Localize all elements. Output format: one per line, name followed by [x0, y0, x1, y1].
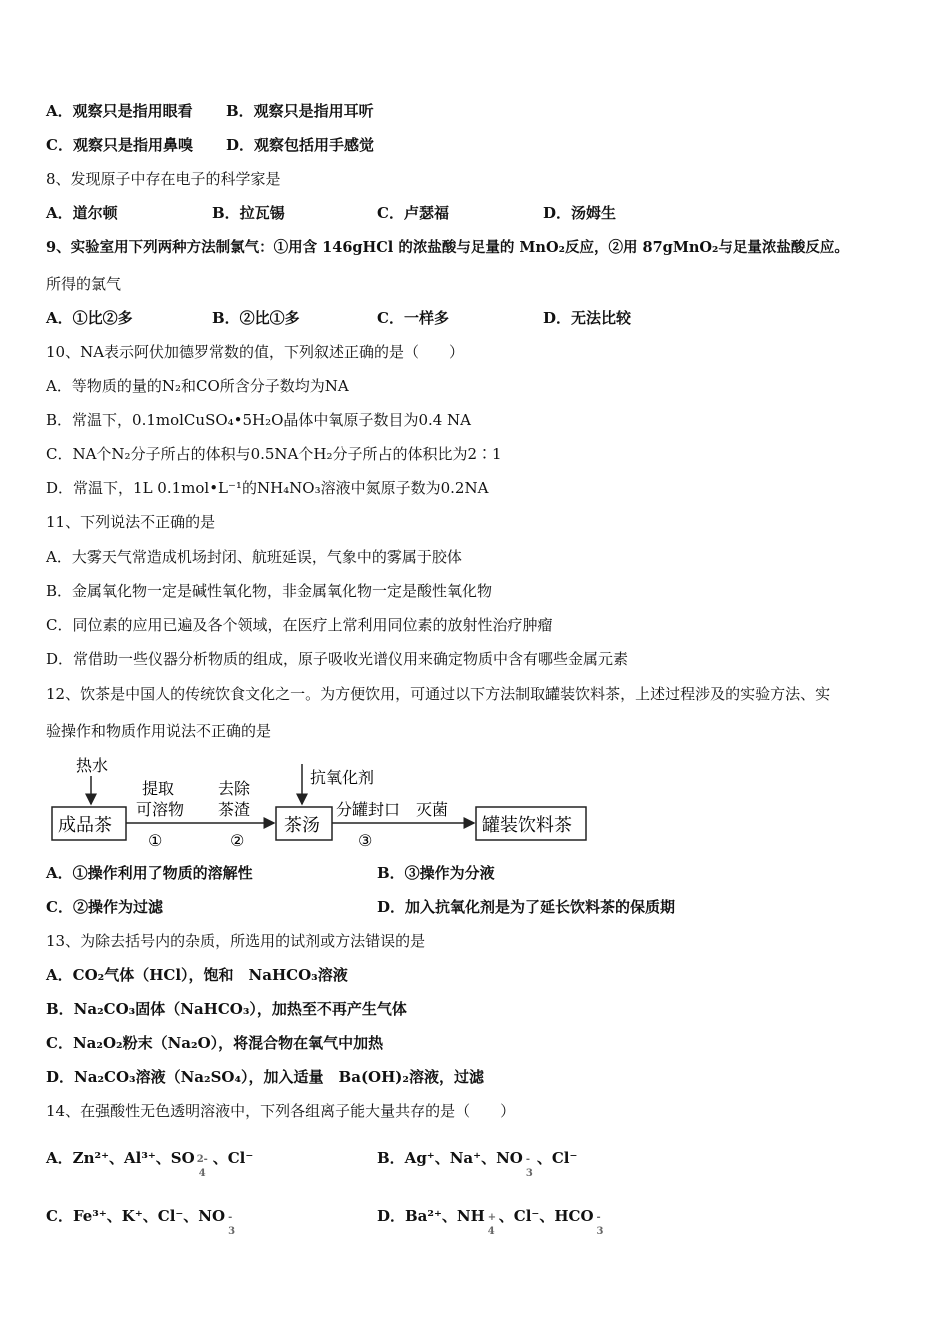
flow-hot-water-label: 热水 — [76, 756, 109, 775]
q8-option-c: C．卢瑟福 — [377, 204, 449, 222]
q7-option-a: A．观察只是指用眼看 — [46, 102, 193, 120]
q14-a-sub: 4 — [198, 1168, 206, 1179]
q14-option-b — [377, 1147, 578, 1179]
flow-box-finished-tea-label: 成品茶 — [58, 815, 112, 836]
q14-a-charge: 2- — [196, 1154, 208, 1165]
q7-option-c: C．观察只是指用鼻嗅 — [46, 136, 193, 154]
q14-d-charge2: - — [596, 1212, 601, 1223]
q8-option-b: B．拉瓦锡 — [212, 204, 285, 222]
q12-stem-line1: 12、饮茶是中国人的传统饮食文化之一。为方便饮用，可通过以下方法制取罐装饮料茶，上述过程涉及的实验方法、实 — [46, 685, 831, 703]
q14-option-a — [46, 1147, 254, 1179]
flow-box-canned-tea-label: 罐装饮料茶 — [482, 815, 572, 836]
q14-option-a-head: A．Zn²⁺、Al³⁺、SO — [46, 1149, 195, 1167]
q11-option-c: C．同位素的应用已遍及各个领域，在医疗上常利用同位素的放射性治疗肿瘤 — [46, 616, 553, 634]
q14-b-charge: - — [525, 1154, 531, 1165]
q11-option-a: A．大雾天气常造成机场封闭、航班延误，气象中的雾属于胶体 — [46, 548, 462, 566]
q14-c-sub: 3 — [228, 1226, 236, 1237]
flow-step2-number: ② — [230, 831, 245, 850]
q14-option-c-head: C．Fe³⁺、K⁺、Cl⁻、NO — [46, 1207, 226, 1225]
q10-option-d: D．常温下，1L 0.1mol•L⁻¹的NH₄NO₃溶液中氮原子数为0.2NA — [46, 479, 489, 497]
q8-option-a: A．道尔顿 — [46, 204, 118, 222]
q14-stem: 14、在强酸性无色透明溶液中，下列各组离子能大量共存的是（ ） — [46, 1102, 516, 1120]
q12-option-d: D．加入抗氧化剂是为了延长饮料茶的保质期 — [377, 898, 676, 916]
q10-option-c: C．NA个N₂分子所占的体积与0.5NA个H₂分子所占的体积比为2∶1 — [46, 445, 502, 463]
tea-process-flowchart — [46, 752, 606, 852]
q13-option-c: C．Na₂O₂粉末（Na₂O），将混合物在氧气中加热 — [46, 1034, 384, 1052]
q14-option-b-head: B．Ag⁺、Na⁺、NO — [377, 1149, 523, 1167]
q14-d-sub1: 4 — [487, 1226, 495, 1237]
flow-antioxidant-label: 抗氧化剂 — [310, 768, 375, 787]
flow-step2-label-top: 去除 — [218, 779, 251, 798]
q9-option-c: C．一样多 — [377, 309, 449, 327]
flow-step1-number: ① — [148, 831, 163, 850]
q10-option-a: A．等物质的量的N₂和CO所含分子数均为NA — [46, 377, 349, 395]
q10-option-b: B．常温下，0.1molCuSO₄•5H₂O晶体中氧原子数目为0.4 NA — [46, 411, 472, 429]
flow-sterilize-label: 灭菌 — [416, 800, 449, 819]
flow-step1-label-top: 提取 — [142, 779, 175, 798]
q11-option-d: D．常借助一些仪器分析物质的组成，原子吸收光谱仪用来确定物质中含有哪些金属元素 — [46, 650, 629, 668]
q14-d-charge1: + — [487, 1212, 497, 1223]
q12-option-a: A．①操作利用了物质的溶解性 — [46, 864, 253, 882]
q7-option-d: D．观察包括用手感觉 — [226, 136, 375, 154]
q14-option-a-tail: 、Cl⁻ — [212, 1149, 254, 1167]
q14-option-d — [377, 1205, 608, 1237]
q11-option-b: B．金属氧化物一定是碱性氧化物，非金属氧化物一定是酸性氧化物 — [46, 582, 493, 600]
q14-option-b-tail: 、Cl⁻ — [536, 1149, 578, 1167]
q12-option-b: B．③操作为分液 — [377, 864, 495, 882]
q12-stem-line2: 验操作和物质作用说法不正确的是 — [46, 722, 272, 740]
q7-option-b: B．观察只是指用耳听 — [226, 102, 374, 120]
flow-step3-number: ③ — [358, 831, 373, 850]
q14-d-sub2: 3 — [596, 1226, 604, 1237]
q13-option-d: D．Na₂CO₃溶液（Na₂SO₄），加入适量 Ba(OH)₂溶液，过滤 — [46, 1068, 484, 1086]
flow-box-tea-soup-label: 茶汤 — [284, 815, 320, 836]
q10-stem: 10、NA表示阿伏加德罗常数的值，下列叙述正确的是（ ） — [46, 343, 465, 361]
q9-stem-line1: 9、实验室用下列两种方法制氯气：①用含 146gHCl 的浓盐酸与足量的 MnO₂反应，②用 87gMnO₂与足量浓盐酸反应。 — [46, 239, 849, 256]
q8-stem: 8、发现原子中存在电子的科学家是 — [46, 170, 281, 188]
q11-stem: 11、下列说法不正确的是 — [46, 513, 216, 531]
flow-step1-label-bottom: 可溶物 — [136, 800, 185, 819]
flow-step2-label-bottom: 茶渣 — [218, 800, 251, 819]
q9-option-a: A．①比②多 — [46, 309, 133, 327]
q9-option-d: D．无法比较 — [543, 309, 632, 327]
q14-option-c — [46, 1205, 239, 1237]
q9-stem-line2: 所得的氯气 — [46, 275, 122, 293]
q9-option-b: B．②比①多 — [212, 309, 300, 327]
q13-option-a: A．CO₂气体（HCl），饱和 NaHCO₃溶液 — [46, 966, 348, 984]
q13-option-b: B．Na₂CO₃固体（NaHCO₃），加热至不再产生气体 — [46, 1000, 407, 1018]
q14-b-sub: 3 — [525, 1168, 533, 1179]
q12-option-c: C．②操作为过滤 — [46, 898, 163, 916]
q8-option-d: D．汤姆生 — [543, 204, 617, 222]
q14-c-charge: - — [228, 1212, 233, 1223]
q14-option-d-head: D．Ba²⁺、NH — [377, 1207, 485, 1225]
q14-option-d-tail: 、Cl⁻、HCO — [498, 1207, 594, 1225]
q13-stem: 13、为除去括号内的杂质，所选用的试剂或方法错误的是 — [46, 932, 426, 950]
flow-step3-label: 分罐封口 — [336, 800, 401, 819]
